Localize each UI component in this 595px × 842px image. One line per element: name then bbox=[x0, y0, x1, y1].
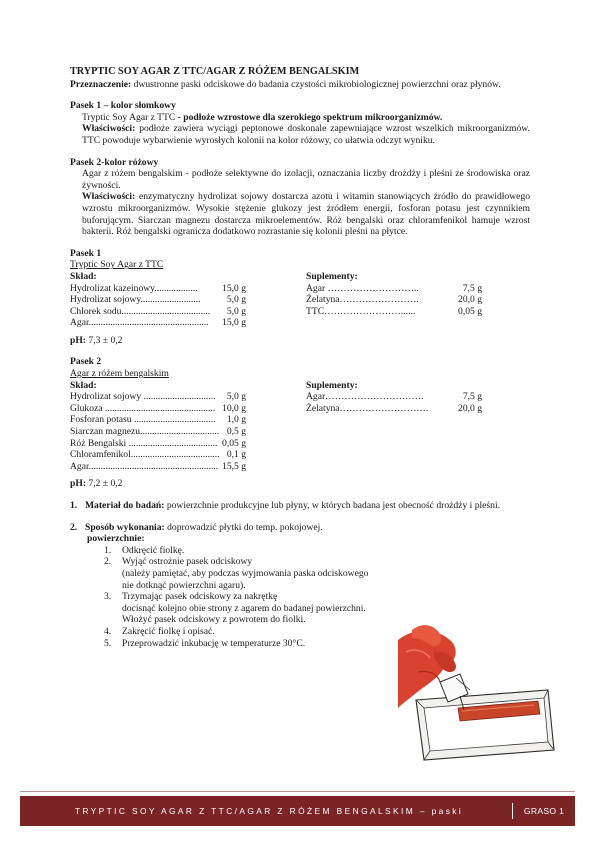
comp1-ph bbox=[70, 335, 530, 347]
comp2-sklad-row bbox=[70, 403, 246, 415]
comp2-supl-item: Żelatyna………………………. bbox=[306, 402, 429, 414]
comp1-sklad-value: 5,0 g bbox=[226, 294, 246, 306]
comp1-supl-item: Agar ……………………….. bbox=[306, 282, 419, 294]
comp1-supl-item: Żelatyna……………………. bbox=[306, 294, 419, 306]
method-step-number: 5. bbox=[104, 637, 112, 649]
comp2-sklad-item: Siarczan magnezu................................. bbox=[70, 426, 220, 438]
method-number: 2. bbox=[70, 521, 78, 533]
comp2-sklad-label: Skład: bbox=[70, 379, 97, 391]
strip1-medium-rest: - podłoże wzrostowe dla szerokiego spektrum mikroorganizmów. bbox=[175, 111, 443, 123]
strip1-props-label: Właściwości: bbox=[82, 123, 136, 135]
comp1-columns bbox=[70, 271, 530, 329]
method-step-line: docisnąć kolejno obie strony z agarem do badanej powierzchni. bbox=[122, 602, 366, 614]
material-text: powierzchnie produkcyjne lub płyny, w których badana jest obecność drożdży i pleśni. bbox=[164, 500, 501, 511]
purpose-paragraph bbox=[70, 79, 530, 91]
method-step-line: Włożyć pasek odciskowy z powrotem do fiolki. bbox=[122, 614, 306, 626]
comp1-supl-row bbox=[306, 306, 482, 318]
comp2-supl-value: 7,5 g bbox=[462, 391, 482, 403]
method-step-line: Wyjąć ostrożnie pasek odciskowy bbox=[122, 556, 253, 568]
comp1-supl-item: TTC……………………...... bbox=[306, 305, 416, 317]
method-step-line: (należy pamiętać, aby podczas wyjmowania paska odciskowego bbox=[122, 567, 369, 579]
comp2-sklad-row bbox=[70, 438, 246, 450]
method-section bbox=[70, 522, 370, 534]
footer-title: TRYPTIC SOY AGAR Z TTC/AGAR Z RÓŻEM BENGALSKIM – paski bbox=[74, 806, 464, 816]
comp1-sklad-label: Skład: bbox=[70, 270, 97, 282]
comp1-supl-label: Suplementy: bbox=[306, 270, 358, 282]
method-step-number: 4. bbox=[104, 625, 112, 637]
material-number: 1. bbox=[70, 500, 78, 511]
comp2-sklad-row bbox=[70, 414, 246, 426]
comp2-sklad-value: 15,5 g bbox=[222, 460, 246, 472]
comp2-supl-value: 20,0 g bbox=[458, 402, 482, 414]
method-step-line: Zakręcić fiolkę i opisać. bbox=[122, 625, 215, 637]
comp1-supl-value: 20,0 g bbox=[458, 294, 482, 306]
comp1-supl-row bbox=[306, 294, 482, 306]
comp1-supl-value: 0,05 g bbox=[458, 305, 482, 317]
comp1-sklad-item: Hydrolizat kazeinowy.................. bbox=[70, 282, 198, 294]
strip2-properties bbox=[70, 191, 530, 237]
comp2-sklad-value: 0,05 g bbox=[222, 437, 246, 449]
comp2-supl-row bbox=[306, 403, 482, 415]
purpose-label: Przeznaczenie: bbox=[70, 78, 132, 90]
footer-brand: GRASO 1 bbox=[523, 806, 565, 816]
comp1-sklad-value: 15,0 g bbox=[222, 282, 246, 294]
comp1-supl-value: 7,5 g bbox=[462, 282, 482, 294]
comp2-supl bbox=[306, 380, 482, 473]
comp1-sklad-item: Hydrolizat sojowy......................... bbox=[70, 294, 201, 306]
strip1-medium bbox=[70, 112, 530, 124]
material-section bbox=[70, 500, 530, 512]
method-step bbox=[104, 556, 530, 591]
comp2-sklad-value: 0,5 g bbox=[226, 426, 246, 438]
comp2-ph-value: 7,2 ± 0,2 bbox=[86, 478, 123, 490]
strip1-heading: Pasek 1 – kolor słomkowy bbox=[70, 100, 176, 112]
strip2-heading: Pasek 2-kolor różowy bbox=[70, 156, 159, 168]
comp1-ph-value: 7,3 ± 0,2 bbox=[86, 334, 123, 346]
comp1-sklad bbox=[70, 271, 246, 329]
comp2-columns bbox=[70, 380, 530, 473]
method-text: doprowadzić płytki do temp. pokojowej. bbox=[164, 521, 323, 533]
comp1-sklad-row bbox=[70, 317, 246, 329]
comp2-sklad-item: Glukoza .............................................. bbox=[70, 402, 216, 414]
document-body bbox=[70, 66, 530, 649]
comp1-ph-label: pH: bbox=[70, 334, 86, 346]
strip2-props-label: Właściwości: bbox=[82, 191, 136, 203]
comp1-sklad-row bbox=[70, 306, 246, 318]
comp2-sklad bbox=[70, 380, 246, 473]
purpose-text: dwustronne paski odciskowe do badania czystości mikrobiologicznej powierzchni oraz płynów. bbox=[131, 78, 501, 90]
comp1-sklad-row bbox=[70, 283, 246, 295]
strip2-medium: Agar z różem bengalskim - podłoże selektywne do izolacji, oznaczania liczby drożdży i pleśni ze środowiska oraz żywności. bbox=[82, 168, 530, 191]
comp1-supl bbox=[306, 271, 482, 329]
strip-usage-illustration bbox=[398, 612, 556, 762]
method-step bbox=[104, 545, 530, 557]
comp2-sklad-value: 5,0 g bbox=[226, 391, 246, 403]
comp2-ph-label: pH: bbox=[70, 478, 86, 490]
comp2-sklad-row bbox=[70, 426, 246, 438]
method-label: Sposób wykonania: bbox=[85, 521, 165, 533]
method-step-line: Odkręcić fiolkę. bbox=[122, 544, 185, 556]
comp2-sklad-item: Hydrolizat sojowy .............................. bbox=[70, 391, 216, 403]
strip1-medium-name: Tryptic Soy Agar z TTC bbox=[82, 111, 176, 123]
comp2-supl-label: Suplementy: bbox=[306, 379, 358, 391]
comp1-sklad-value: 5,0 g bbox=[226, 305, 246, 317]
method-step-number: 3. bbox=[104, 591, 112, 603]
comp2-sklad-value: 10,0 g bbox=[222, 402, 246, 414]
strip2-props-text: enzymatyczny hydrolizat sojowy dostarcza azotu i witamin stanowiących źródło do prawidłowego wzrostu mikroorganizmów. Wysokie stężenie glukozy jest źródłem energii, fosforan potasu jest czynnikiem buforującym. Siarczan magnezu dostarcza mikroelementów. Róż bengalski oraz chloramfenikol hamuje wzrost bakterii. Róż bengalski ogranicza dodatkowo rozrastanie się kolonii pleśni na płytce. bbox=[82, 191, 530, 238]
comp2-sklad-item: Chloramfenikol..................................... bbox=[70, 449, 220, 461]
method-subheading: powierzchnie: bbox=[87, 533, 145, 545]
comp2-sklad-row bbox=[70, 461, 246, 473]
comp1-sklad-item: Agar.................................................. bbox=[70, 317, 209, 329]
comp2-sklad-value: 1,0 g bbox=[226, 414, 246, 426]
method-step-number: 2. bbox=[104, 556, 112, 568]
comp2-ph bbox=[70, 478, 530, 490]
method-step-number: 1. bbox=[104, 544, 112, 556]
comp1-sklad-row bbox=[70, 294, 246, 306]
comp2-sklad-item: Róż Bengalski ..................................... bbox=[70, 437, 218, 449]
comp1-supl-row bbox=[306, 283, 482, 295]
comp1-sklad-item: Chlorek sodu..................................... bbox=[70, 305, 211, 317]
material-label: Materiał do badań: bbox=[85, 500, 165, 511]
strip1-props-text: podłoże zawiera wyciągi peptonowe doskonale zapewniające wzrost wszelkich mikroorganizmów. TTC powoduje wybarwienie wyrosłych kolonii na kolor różowy, co ułatwia odczyt wyniku. bbox=[82, 123, 530, 146]
comp2-sklad-row bbox=[70, 391, 246, 403]
comp1-name: Tryptic Soy Agar z TTC bbox=[70, 259, 164, 271]
comp1-sklad-value: 15,0 g bbox=[222, 317, 246, 329]
comp1-heading: Pasek 1 bbox=[70, 247, 102, 259]
method-step-line: Przeprowadzić inkubację w temperaturze 30°C. bbox=[122, 637, 306, 649]
method-step-line: nie dotknąć powierzchni agaru). bbox=[122, 579, 246, 591]
comp2-sklad-item: Agar...................................................... bbox=[70, 460, 219, 472]
comp2-supl-item: Agar…………………………. bbox=[306, 391, 424, 403]
comp2-supl-row bbox=[306, 391, 482, 403]
document-title: TRYPTIC SOY AGAR Z TTC/AGAR Z RÓŻEM BENGALSKIM bbox=[70, 66, 360, 77]
comp2-heading: Pasek 2 bbox=[70, 356, 102, 368]
comp2-sklad-value: 0,1 g bbox=[226, 449, 246, 461]
comp2-sklad-row bbox=[70, 449, 246, 461]
page-footer bbox=[20, 796, 575, 826]
strip1-properties bbox=[70, 123, 530, 146]
comp2-sklad-item: Fosforan potasu .................................. bbox=[70, 414, 216, 426]
comp2-name: Agar z różem bengalskim bbox=[70, 368, 169, 380]
method-step-line: Trzymając pasek odciskowy za nakrętkę bbox=[122, 591, 278, 603]
footer-rule bbox=[20, 791, 575, 792]
